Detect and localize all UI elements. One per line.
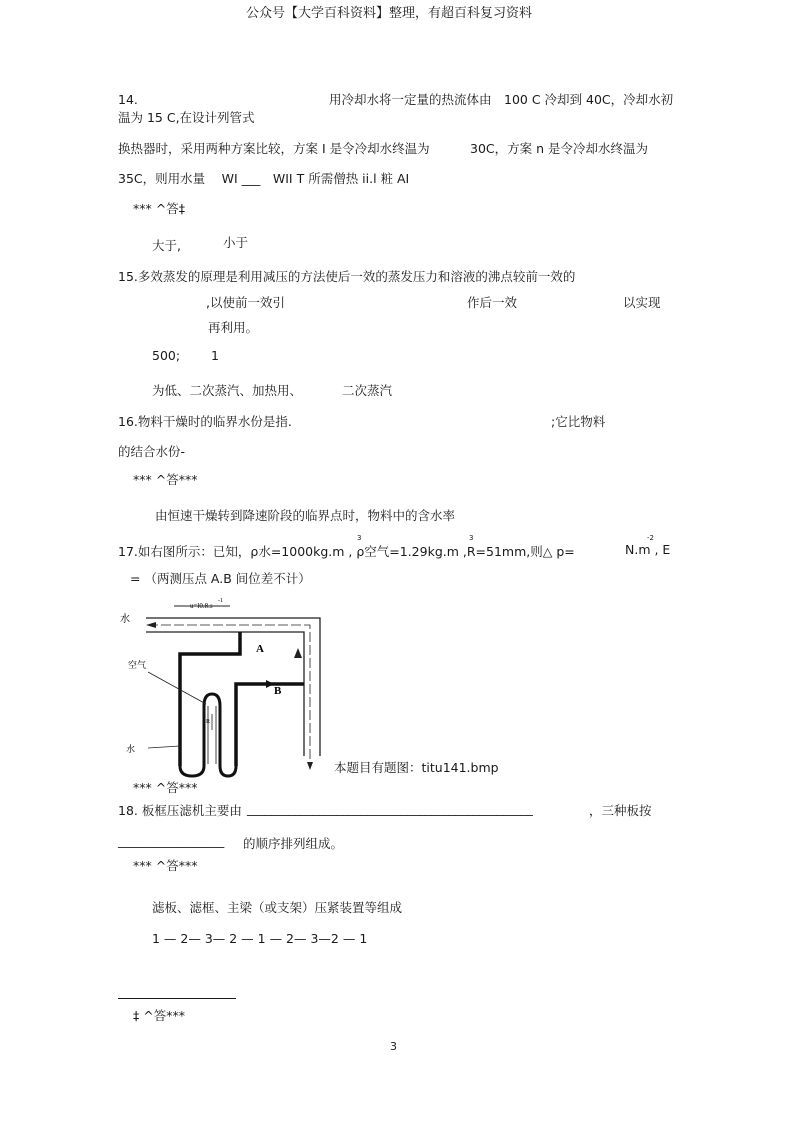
q15-line3: 再利用。 <box>208 320 259 335</box>
q14-line3a: 换热器时，采用两种方案比较，方案 I 是令冷却水终温为 <box>118 141 430 156</box>
label-water-manometer: 水 <box>126 744 136 754</box>
tap-b-arrow <box>266 680 274 688</box>
q16-line1b: ;它比物料 <box>551 414 606 429</box>
q16-line1a: 16.物料干燥时的临界水份是指. <box>118 414 292 429</box>
q17-superscript-1: 3 <box>357 534 362 542</box>
label-air: 空气 <box>128 660 147 670</box>
page-header: 公众号【大学百科资料】整理，有超百科复习资料 <box>246 6 533 21</box>
q16-answer-label: *** ^答*** <box>133 472 198 487</box>
q18-line1b: ，三种板按 <box>589 803 652 818</box>
flow-arrow-down <box>307 762 313 770</box>
q14-answer-label: *** ^答‡ <box>133 201 185 216</box>
q14-line4: 35C，则用水量 WI ___ WII T 所需僧热 ii.l 粧 AI <box>118 171 410 186</box>
q17-line1-units: N.m , E <box>625 542 671 557</box>
q16-answer: 由恒速干燥转到降速阶段的临界点时，物料中的含水率 <box>155 508 456 523</box>
q15-value-2: 1 <box>211 348 219 363</box>
q15-line2b: 作后一效 <box>467 295 518 310</box>
tap-a-line <box>180 632 240 766</box>
q14-line3b: 30C，方案 n 是令冷却水终温为 <box>470 141 649 156</box>
water-pointer <box>148 746 180 748</box>
q14-line2: 温为 15 C,在设计列管式 <box>118 110 255 125</box>
page-number: 3 <box>390 1040 397 1053</box>
q14-number: 14. <box>118 92 138 107</box>
label-point-a: A <box>256 643 264 655</box>
footnote-rule <box>118 998 236 999</box>
q17-answer-label: *** ^答*** <box>133 780 198 795</box>
q15-line2a: ,以使前一效引 <box>206 295 285 310</box>
manometer-drawing <box>118 596 348 778</box>
q17-figure-caption: 本题目有题图：titu141.bmp <box>334 760 499 775</box>
q18-answer-2: 1 — 2— 3— 2 — 1 — 2— 3—2 — 1 <box>152 931 368 946</box>
label-velocity: u=l0.8.s <box>190 602 213 610</box>
air-pointer <box>148 672 206 704</box>
q16-line2: 的结合水份- <box>118 444 186 459</box>
q17-superscript-2: 3 <box>469 534 474 542</box>
q17-line1: 17.如右图所示：已知，ρ水=1000kg.m , ρ空气=1.29kg.m ,R=51mm,则△ p= <box>118 544 575 559</box>
label-water-inlet: 水 <box>120 614 130 625</box>
flow-arrow-up <box>294 648 302 658</box>
q15-answer-1: 为低、二次蒸汽、加热用、 <box>152 383 303 398</box>
q15-line2c: 以实现 <box>623 295 661 310</box>
q14-answer-1: 大于, <box>152 238 181 253</box>
manometer-diagram <box>118 596 348 778</box>
q15-answer-2: 二次蒸汽 <box>342 383 393 398</box>
pipe-outer-wall <box>146 618 320 756</box>
footnote: ‡ ^答*** <box>133 1008 185 1023</box>
flow-arrow-in <box>146 622 156 628</box>
label-r: R <box>206 719 211 725</box>
q15-line1: 15.多效蒸发的原理是利用减压的方法使后一效的蒸发压力和溶液的沸点较前一效的 <box>118 269 576 284</box>
q18-blank-2: _________________ <box>118 833 225 848</box>
q17-line2: = （两测压点 A.B 间位差不计） <box>130 571 311 586</box>
q18-line1a: 18. 板框压滤机主要由 <box>118 803 242 818</box>
q17-superscript-3: -2 <box>647 534 654 542</box>
q14-answer-2: 小于 <box>223 235 249 250</box>
q18-line2: 的顺序排列组成。 <box>243 836 344 851</box>
label-velocity-exponent: -1 <box>218 598 223 604</box>
q18-answer-label: *** ^答*** <box>133 858 198 873</box>
q15-value-1: 500; <box>152 348 181 363</box>
q18-answer-1: 滤板、滤框、主梁（或支架）压紧装置等组成 <box>152 900 403 915</box>
label-point-b: B <box>274 685 282 697</box>
q14-line1: 用冷却水将一定量的热流体由 100 C 冷却到 40C，冷却水初 <box>329 92 674 107</box>
flow-centerline <box>148 625 310 766</box>
tap-b-line <box>236 684 304 766</box>
q18-blank-1: ________________________________________________ <box>247 801 533 816</box>
